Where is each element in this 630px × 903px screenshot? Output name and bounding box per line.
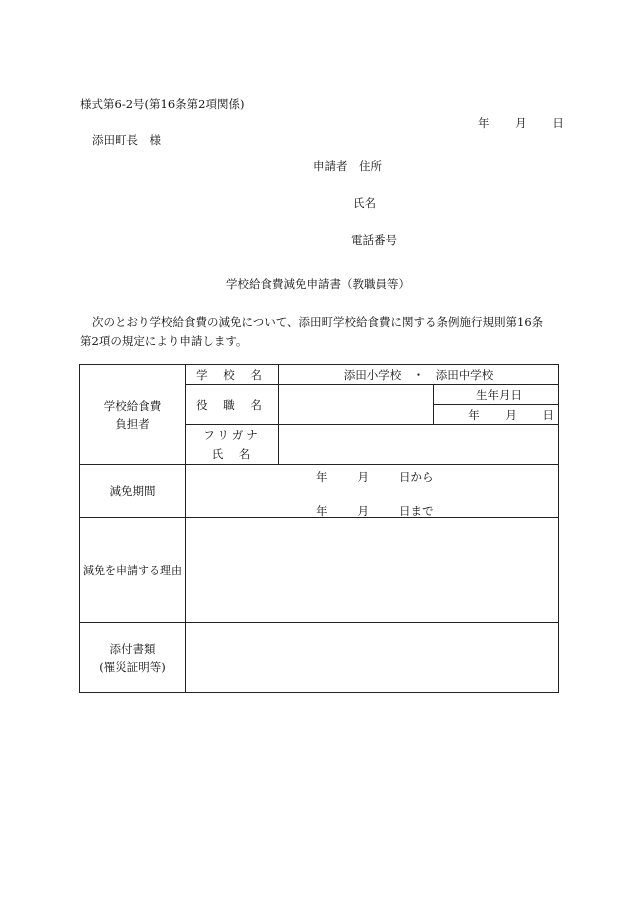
school-label: 学 校 名 — [186, 365, 279, 385]
name-label-cell: 氏 名 — [186, 445, 279, 465]
school-value: 添田小学校 ・ 添田中学校 — [279, 365, 559, 385]
period-to: 年 月 日まで — [316, 504, 434, 518]
name-field[interactable] — [279, 425, 559, 465]
payer-label: 学校給食費負担者 — [80, 365, 186, 465]
position-label: 役 職 名 — [186, 385, 279, 425]
page-title: 学校給食費減免申請書（教職員等） — [226, 277, 410, 291]
applicant-phone-label: 電話番号 — [351, 233, 397, 247]
attachment-sub: (罹災証明等) — [99, 659, 166, 674]
form-number: 様式第6-2号(第16条第2項関係) — [80, 97, 245, 111]
attachment-label — [80, 623, 186, 693]
reason-field[interactable] — [186, 518, 559, 623]
position-field[interactable] — [279, 385, 434, 425]
furigana-label: フリガナ — [186, 425, 279, 445]
applicant-name-label: 氏名 — [353, 196, 376, 210]
application-date — [478, 115, 564, 131]
period-from: 年 月 日から — [316, 470, 434, 484]
applicant-address-label: 申請者 住所 — [313, 159, 382, 173]
date-month: 月 — [515, 116, 527, 130]
attachment-title: 添付書類 — [109, 641, 156, 656]
birth-day: 日 — [542, 407, 554, 422]
reason-label: 減免を申請する理由 — [80, 518, 186, 623]
period-label: 減免期間 — [80, 465, 186, 518]
birth-year: 年 — [468, 407, 480, 422]
period-field[interactable] — [186, 465, 559, 518]
addressee: 添田町長 様 — [92, 133, 161, 147]
date-year: 年 — [478, 116, 490, 130]
application-form-table — [79, 364, 559, 693]
birth-month: 月 — [505, 407, 517, 422]
birth-label: 生年月日 — [434, 385, 559, 405]
body-text: 次のとおり学校給食費の減免について、添田町学校給食費に関する条例施行規則第16条第2項の規定により申請します。 — [80, 315, 544, 348]
birth-date-field[interactable] — [434, 405, 559, 425]
attachment-field[interactable] — [186, 623, 559, 693]
date-day: 日 — [552, 116, 564, 130]
